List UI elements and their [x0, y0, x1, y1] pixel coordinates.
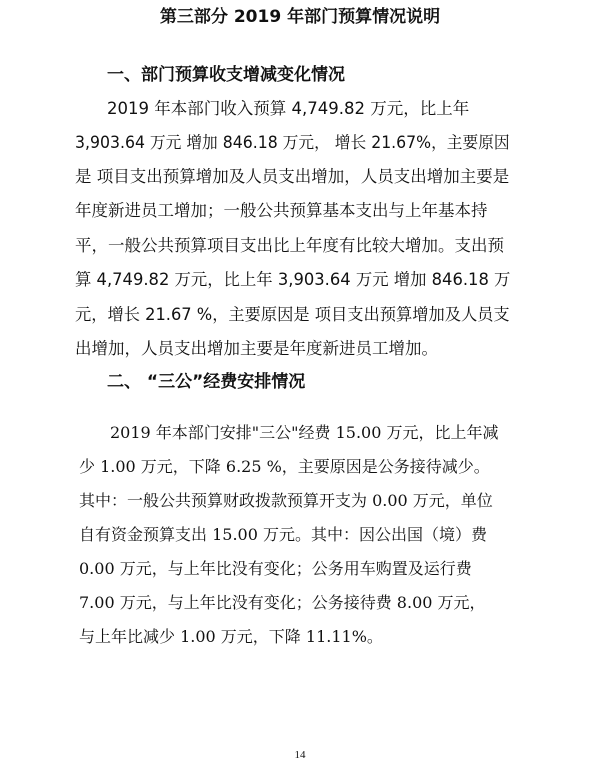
section2-heading: 二、 “三公”经费安排情况 [107, 372, 306, 392]
page-number: 14 [294, 749, 306, 761]
section1-line: 3,903.64 万元 增加 846.18 万元， 增长 21.67%，主要原因 [75, 133, 510, 152]
section2-line: 2019 年本部门安排"三公"经费 15.00 万元，比上年减 [110, 423, 499, 442]
section1-line: 元，增长 21.67 %，主要原因是 项目支出预算增加及人员支 [75, 305, 510, 324]
section1-line: 是 项目支出预算增加及人员支出增加，人员支出增加主要是 [75, 167, 510, 186]
section2-line: 自有资金预算支出 15.00 万元。其中：因公出国（境）费 [79, 525, 487, 544]
section2-line: 少 1.00 万元，下降 6.25 %，主要原因是公务接待减少。 [79, 457, 490, 476]
section1-line: 2019 年本部门收入预算 4,749.82 万元，比上年 [107, 99, 470, 118]
section1-heading: 一、部门预算收支增减变化情况 [107, 65, 345, 85]
page-title: 第三部分 2019 年部门预算情况说明 [159, 7, 441, 27]
section2-line: 0.00 万元，与上年比没有变化；公务用车购置及运行费 [79, 559, 472, 578]
section2-line: 与上年比减少 1.00 万元，下降 11.11%。 [79, 627, 383, 646]
section1-line: 年度新进员工增加；一般公共预算基本支出与上年基本持 [75, 201, 488, 220]
section1-line: 出增加，人员支出增加主要是年度新进员工增加。 [75, 339, 438, 358]
section1-line: 算 4,749.82 万元，比上年 3,903.64 万元 增加 846.18 万 [75, 270, 511, 289]
section2-line: 其中：一般公共预算财政拨款预算开支为 0.00 万元，单位 [79, 491, 493, 510]
section1-line: 平，一般公共预算项目支出比上年度有比较大增加。支出预 [75, 236, 504, 255]
section2-line: 7.00 万元，与上年比没有变化；公务接待费 8.00 万元， [79, 593, 486, 612]
